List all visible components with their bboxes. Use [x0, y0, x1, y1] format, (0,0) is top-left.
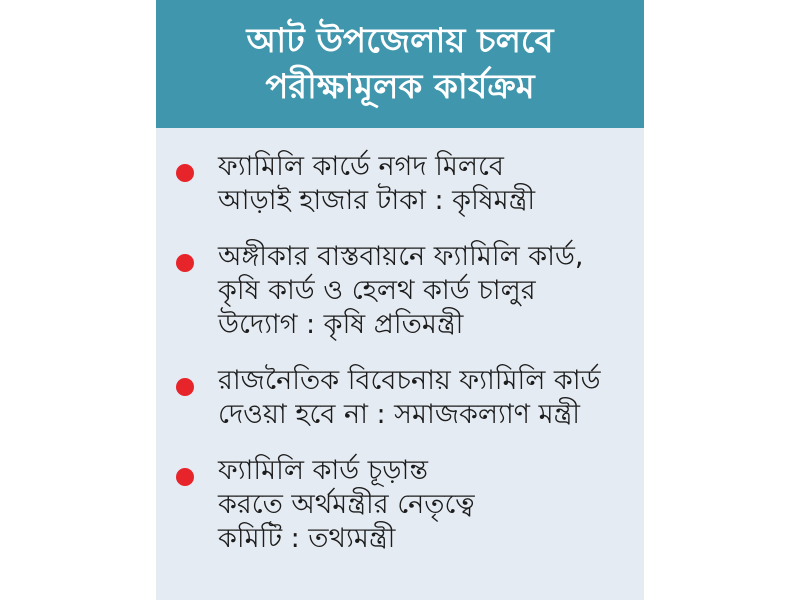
item-text-line: উদ্যোগ : কৃষি প্রতিমন্ত্রী: [218, 309, 464, 340]
item-text-line: আড়াই হাজার টাকা : কৃষিমন্ত্রী: [218, 185, 536, 216]
bullet-dot-icon: [176, 164, 194, 182]
item-text-line: করতে অর্থমন্ত্রীর নেতৃত্বে: [218, 489, 475, 520]
bullet-dot-icon: [176, 254, 194, 272]
headline-line-1: আট উপজেলায় চলবে: [246, 21, 554, 61]
bullet-dot-icon: [176, 468, 194, 486]
news-infobox: [156, 0, 644, 600]
item-text-line: রাজনৈতিক বিবেচনায় ফ্যামিলি কার্ড: [218, 365, 601, 396]
bullet-list: [156, 150, 644, 578]
item-text-line: কমিটি : তথ্যমন্ত্রী: [218, 523, 396, 554]
infobox-header: [156, 0, 644, 128]
list-item: [156, 240, 644, 342]
item-text-line: দেওয়া হবে না : সমাজকল্যাণ মন্ত্রী: [218, 399, 581, 430]
item-text-line: অঙ্গীকার বাস্তবায়নে ফ্যামিলি কার্ড,: [218, 241, 584, 272]
list-item: [156, 454, 644, 556]
item-text-line: ফ্যামিলি কার্ড চূড়ান্ত: [218, 455, 428, 486]
headline-line-2: পরীক্ষামূলক কার্যক্রম: [265, 67, 535, 107]
item-text-line: কৃষি কার্ড ও হেলথ কার্ড চালুর: [218, 275, 536, 306]
item-text-line: ফ্যামিলি কার্ডে নগদ মিলবে: [218, 151, 504, 182]
list-item: [156, 150, 644, 218]
list-item: [156, 364, 644, 432]
bullet-dot-icon: [176, 378, 194, 396]
